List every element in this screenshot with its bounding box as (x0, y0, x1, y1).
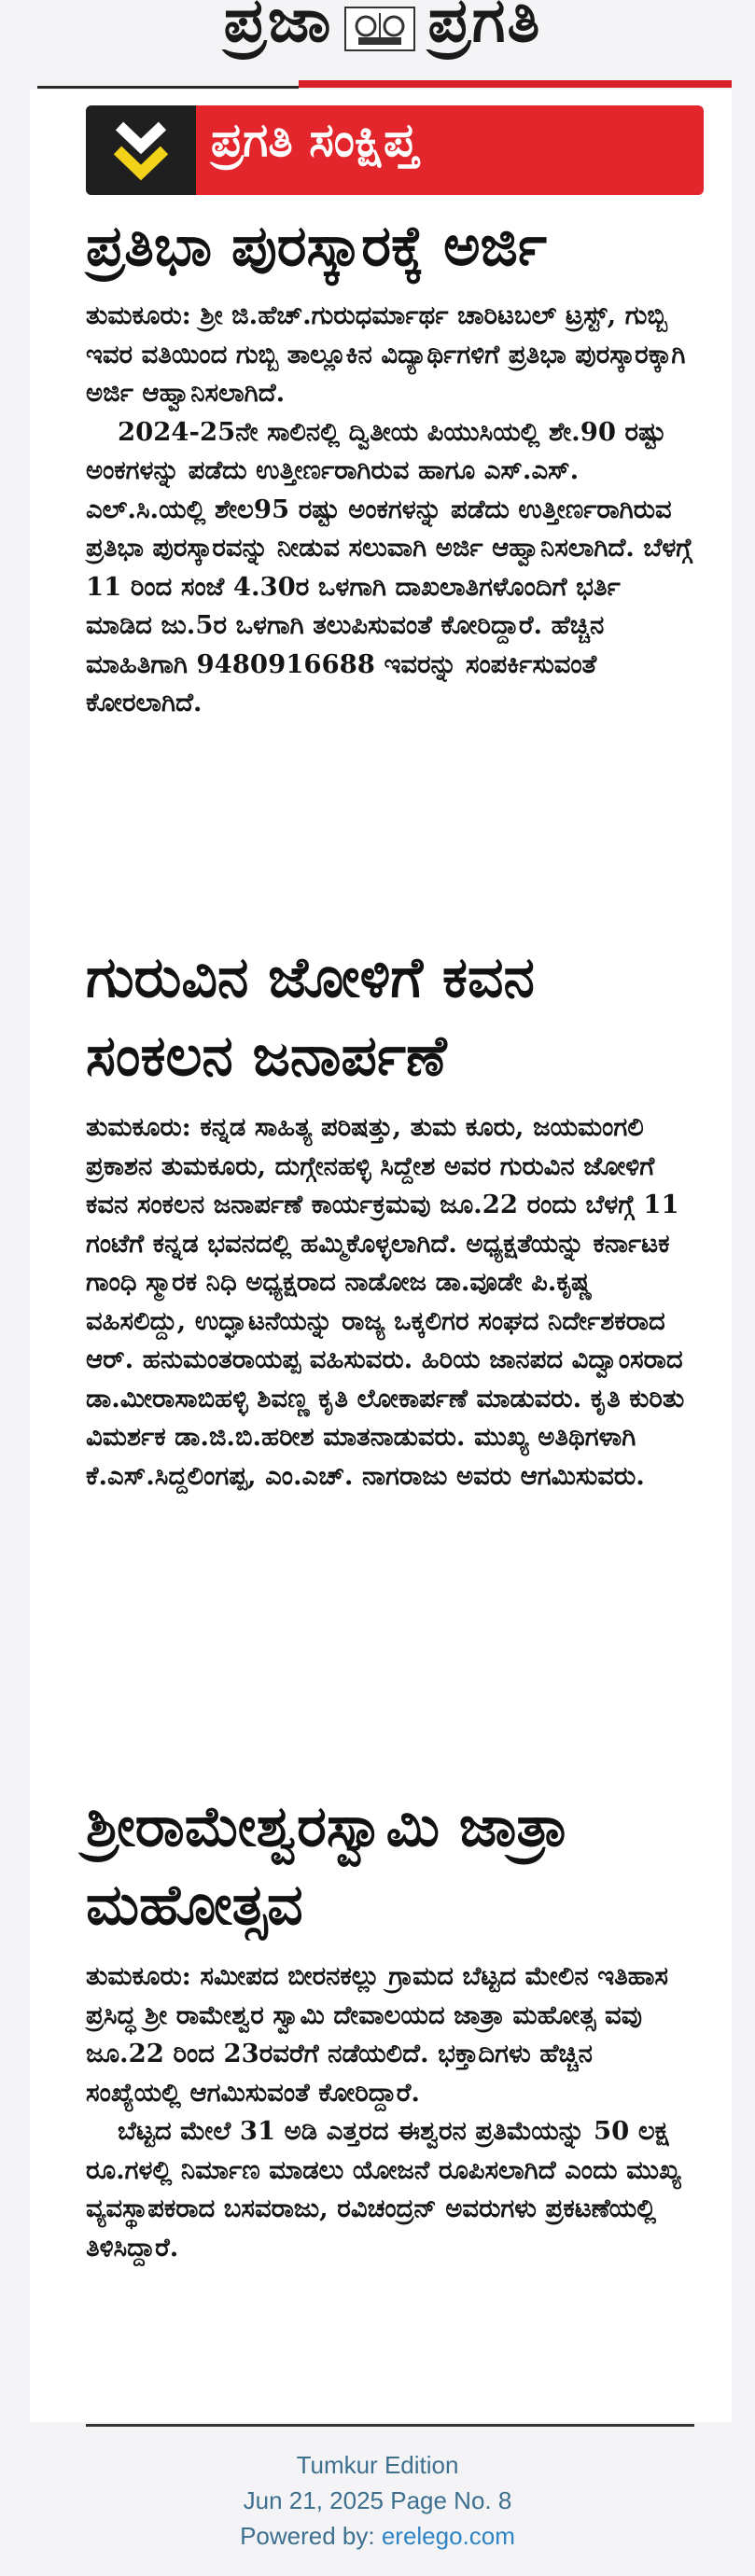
banner-icon-box (86, 105, 196, 195)
article-paragraph: ತುಮಕೂರು: ಶ್ರೀ ಜಿ.ಹೆಚ್.ಗುರುಧರ್ಮಾರ್ಥ ಚಾರಿಟಬಲ್ ಟ್ರಸ್ಟ್, ಗುಬ್ಬಿ ಇವರ ವತಿಯಿಂದ ಗುಬ್ಬಿ ತಾಲ್ಲೂಕಿನ ವಿದ್ಯಾರ್ಥಿಗಳಿಗೆ ಪ್ರತಿಭಾ ಪುರಸ್ಕಾರಕ್ಕಾಗಿ ಅರ್ಜಿ ಆಹ್ವಾನಿಸಲಾಗಿದೆ. (86, 300, 686, 408)
title-left: ಪ್ರಜಾ (223, 0, 333, 56)
powered-by-label: Powered by: (240, 2522, 382, 2550)
chevron-down-icon (86, 105, 196, 195)
powered-by-link[interactable]: erelego.com (381, 2522, 515, 2550)
edition-name: Tumkur Edition (296, 2451, 459, 2479)
article-paragraph: ತುಮಕೂರು: ಸಮೀಪದ ಬೀರನಕಲ್ಲು ಗ್ರಾಮದ ಬೆಟ್ಟದ ಮೇಲಿನ ಇತಿಹಾಸ ಪ್ರಸಿದ್ಧ ಶ್ರೀ ರಾಮೇಶ್ವರ ಸ್ವಾಮಿ ದೇವಾಲಯದ ಜಾತ್ರಾ ಮಹೋತ್ಸ ವವು ಜೂ.22 ರಿಂದ 23ರವರೆಗೆ ನಡೆಯಲಿದೆ. ಭಕ್ತಾದಿಗಳು ಹೆಚ್ಚಿನ ಸಂಖ್ಯೆಯಲ್ಲಿ ಆಗಮಿಸುವಂತೆ ಕೋರಿದ್ದಾರೆ. (86, 1961, 669, 2108)
title-right: ಪ್ರಗತಿ (427, 0, 542, 56)
article-paragraph: ಬೆಟ್ಟದ ಮೇಲೆ 31 ಅಡಿ ಎತ್ತರದ ಈಶ್ವರನ ಪ್ರತಿಮೆಯನ್ನು 50 ಲಕ್ಷ ರೂ.ಗಳಲ್ಲಿ ನಿರ್ಮಾಣ ಮಾಡಲು ಯೋಜನೆ ರೂಪಿಸಲಾಗಿದೆ ಎಂದು ಮುಖ್ಯ ವ್ಯವಸ್ಥಾಪಕರಾದ ಬಸವರಾಜು, ರವಿಚಂದ್ರನ್ ಅವರುಗಳು ಪ್ರಕಟಣೆಯಲ್ಲಿ ತಿಳಿಸಿದ್ದಾರೆ. (86, 2116, 681, 2263)
masthead (0, 0, 755, 75)
lion-emblem-icon (340, 0, 420, 52)
article-headline: ಗುರುವಿನ ಜೋಳಿಗೆ ಕವನ ಸಂಕಲನ ಜನಾರ್ಪಣೆ (86, 945, 535, 1089)
newspaper-title (159, 0, 607, 58)
edition-footer (0, 2447, 755, 2554)
article-rameshwara-jatra (86, 1788, 692, 2267)
section-banner (86, 105, 704, 195)
article-headline: ಶ್ರೀರಾಮೇಶ್ವರಸ್ವಾಮಿ ಜಾತ್ರಾ ಮಹೋತ್ಸವ (86, 1794, 568, 1938)
masthead-accent-rule (299, 80, 732, 88)
date-page-number: Jun 21, 2025 Page No. 8 (243, 2486, 512, 2514)
article-headline: ಪ್ರತಿಭಾ ಪುರಸ್ಕಾರಕ್ಕೆ ಅರ್ಜಿ (86, 214, 547, 279)
page-bottom-rule (86, 2424, 694, 2427)
article-guruvina-jolige (86, 939, 692, 1496)
article-paragraph: 2024-25ನೇ ಸಾಲಿನಲ್ಲಿ ದ್ವಿತೀಯ ಪಿಯುಸಿಯಲ್ಲಿ ಶೇ.90 ರಷ್ಟು ಅಂಕಗಳನ್ನು ಪಡೆದು ಉತ್ತೀರ್ಣರಾಗಿರುವ ಹಾಗೂ ಎಸ್.ಎಸ್. ಎಲ್.ಸಿ.ಯಲ್ಲಿ ಶೇಲ95 ರಷ್ಟು ಅಂಕಗಳನ್ನು ಪಡೆದು ಉತ್ತೀರ್ಣರಾಗಿರುವ ಪ್ರತಿಭಾ ಪುರಸ್ಕಾರವನ್ನು ನೀಡುವ ಸಲುವಾಗಿ ಅರ್ಜಿ ಆಹ್ವಾನಿಸಲಾಗಿದೆ. ಬೆಳಗ್ಗೆ 11 ರಿಂದ ಸಂಜೆ 4.30ರ ಒಳಗಾಗಿ ದಾಖಲಾತಿಗಳೊಂದಿಗೆ ಭರ್ತಿ ಮಾಡಿದ ಜು.5ರ ಒಳಗಾಗಿ ತಲುಪಿಸುವಂತೆ ಕೋರಿದ್ದಾರೆ. ಹೆಚ್ಚಿನ ಮಾಹಿತಿಗಾಗಿ 9480916688 ಇವರನ್ನು ಸಂಪರ್ಕಿಸುವಂತೆ ಕೋರಲಾಗಿದೆ. (86, 416, 692, 717)
powered-by (0, 2518, 755, 2554)
masthead-rule (37, 86, 299, 89)
article-pratibha-puraskara (86, 207, 692, 723)
section-label: ಪ್ರಗತಿ ಸಂಕ್ಷಿಪ್ತ (211, 113, 418, 167)
article-paragraph: ತುಮಕೂರು: ಕನ್ನಡ ಸಾಹಿತ್ಯ ಪರಿಷತ್ತು, ತುಮ ಕೂರು, ಜಯಮಂಗಲಿ ಪ್ರಕಾಶನ ತುಮಕೂರು, ದುಗ್ಗೇನಹಳ್ಳಿ ಸಿದ್ದೇಶ ಅವರ ಗುರುವಿನ ಜೋಳಿಗೆ ಕವನ ಸಂಕಲನ ಜನಾರ್ಪಣೆ ಕಾರ್ಯಕ್ರಮವು ಜೂ.22 ರಂದು ಬೆಳಗ್ಗೆ 11 ಗಂಟೆಗೆ ಕನ್ನಡ ಭವನದಲ್ಲಿ ಹಮ್ಮಿಕೊಳ್ಳಲಾಗಿದೆ. ಅಧ್ಯಕ್ಷತೆಯನ್ನು ಕರ್ನಾಟಕ ಗಾಂಧಿ ಸ್ಮಾರಕ ನಿಧಿ ಅಧ್ಯಕ್ಷರಾದ ನಾಡೋಜ ಡಾ.ವೂಡೇ ಪಿ.ಕೃಷ್ಣ ವಹಿಸಲಿದ್ದು, ಉದ್ಘಾಟನೆಯನ್ನು ರಾಜ್ಯ ಒಕ್ಕಲಿಗರ ಸಂಘದ ನಿರ್ದೇಶಕರಾದ ಆರ್. ಹನುಮಂತರಾಯಪ್ಪ ವಹಿಸುವರು. ಹಿರಿಯ ಜಾನಪದ ವಿದ್ವಾಂಸರಾದ ಡಾ.ಮೀರಾಸಾಬಿಹಳ್ಳಿ ಶಿವಣ್ಣ ಕೃತಿ ಲೋಕಾರ್ಪಣೆ ಮಾಡುವರು. ಕೃತಿ ಕುರಿತು ವಿಮರ್ಶಕ ಡಾ.ಜಿ.ಬಿ.ಹರೀಶ ಮಾತನಾಡುವರು. ಮುಖ್ಯ ಅತಿಥಿಗಳಾಗಿ ಕೆ.ಎಸ್.ಸಿದ್ದಲಿಂಗಪ್ಪ, ಎಂ.ಎಚ್. ನಾಗರಾಜು ಅವರು ಆಗಮಿಸುವರು. (86, 1112, 685, 1491)
